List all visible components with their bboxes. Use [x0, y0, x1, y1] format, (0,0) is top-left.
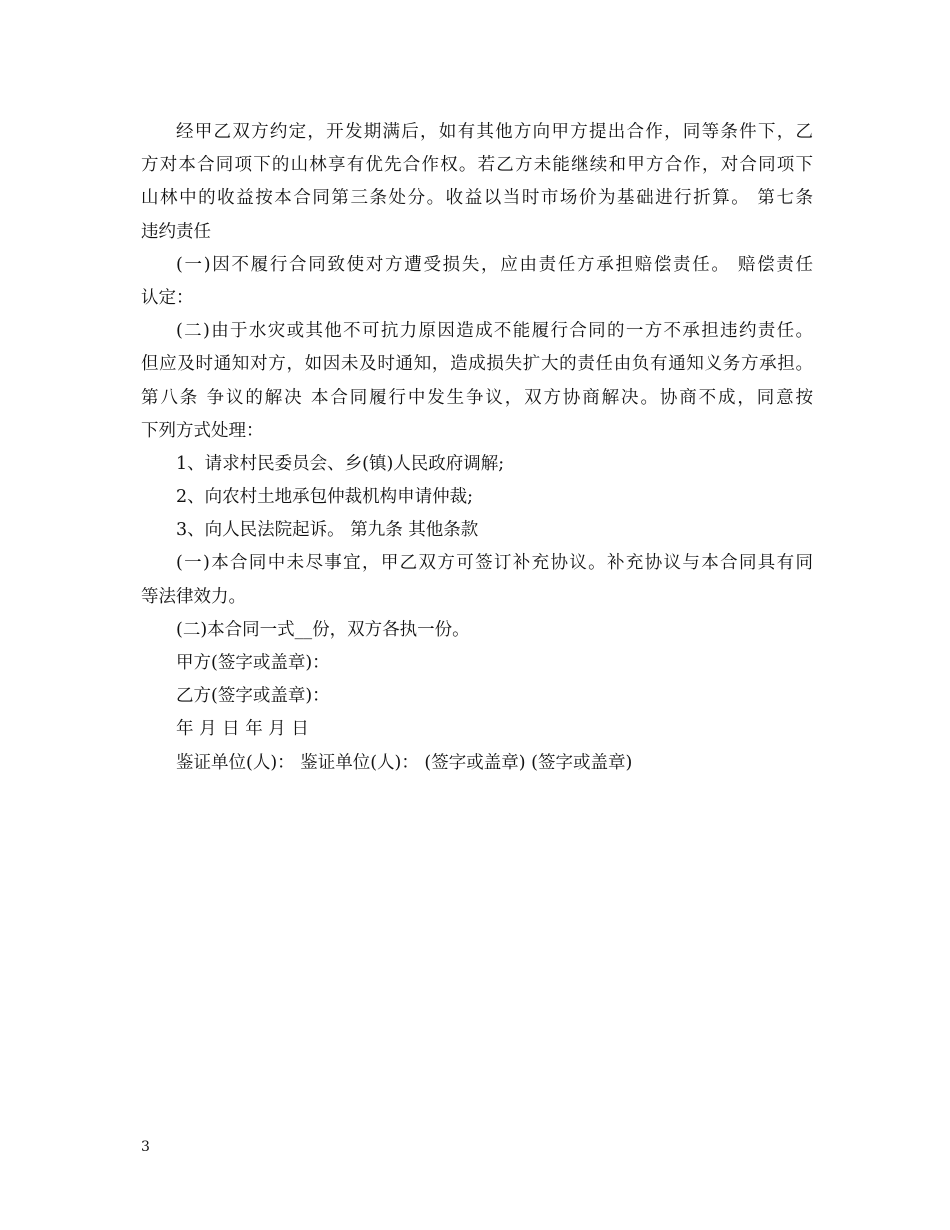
text-line: 但应及时通知对方，如因未及时通知，造成损失扩大的责任由负有通知义务方承担。 — [141, 354, 813, 375]
text-line: 鉴证单位(人)： 鉴证单位(人)： (签字或盖章) (签字或盖章) — [176, 752, 633, 773]
text-line: 1、请求村民委员会、乡(镇)人民政府调解; — [176, 453, 505, 474]
text-line: 经甲乙双方约定，开发期满后，如有其他方向甲方提出合作，同等条件下，乙 — [176, 122, 813, 142]
text-line: (二)由于水灾或其他不可抗力原因造成不能履行合同的一方不承担违约责任。 — [176, 321, 813, 342]
text-line: (一)本合同中未尽事宜，甲乙双方可签订补充协议。补充协议与本合同具有同 — [176, 553, 813, 574]
text-line: 乙方(签字或盖章)： — [176, 686, 330, 707]
text-line: 3、向人民法院起诉。 第九条 其他条款 — [176, 520, 479, 541]
document-body — [141, 116, 813, 780]
text-line: 违约责任 — [141, 221, 211, 242]
text-line: 2、向农村土地承包仲裁机构申请仲裁; — [176, 487, 474, 508]
text-line: 山林中的收益按本合同第三条处分。收益以当时市场价为基础进行折算。 第七条 — [141, 188, 813, 209]
text-line: (二)本合同一式__份，双方各执一份。 — [176, 619, 470, 640]
text-line: 甲方(签字或盖章)： — [176, 653, 330, 673]
text-line: 等法律效力。 — [141, 586, 246, 607]
text-line: (一)因不履行合同致使对方遭受损失，应由责任方承担赔偿责任。 赔偿责任 — [176, 254, 813, 275]
text-line: 认定： — [141, 287, 194, 308]
text-line: 下列方式处理： — [141, 420, 264, 441]
text-line: 第八条 争议的解决 本合同履行中发生争议，双方协商解决。协商不成，同意按 — [141, 387, 813, 408]
text-line: 年 月 日 年 月 日 — [176, 719, 309, 740]
text-line: 方对本合同项下的山林享有优先合作权。若乙方未能继续和甲方合作，对合同项下 — [141, 155, 813, 176]
page-number: 3 — [141, 1139, 150, 1155]
